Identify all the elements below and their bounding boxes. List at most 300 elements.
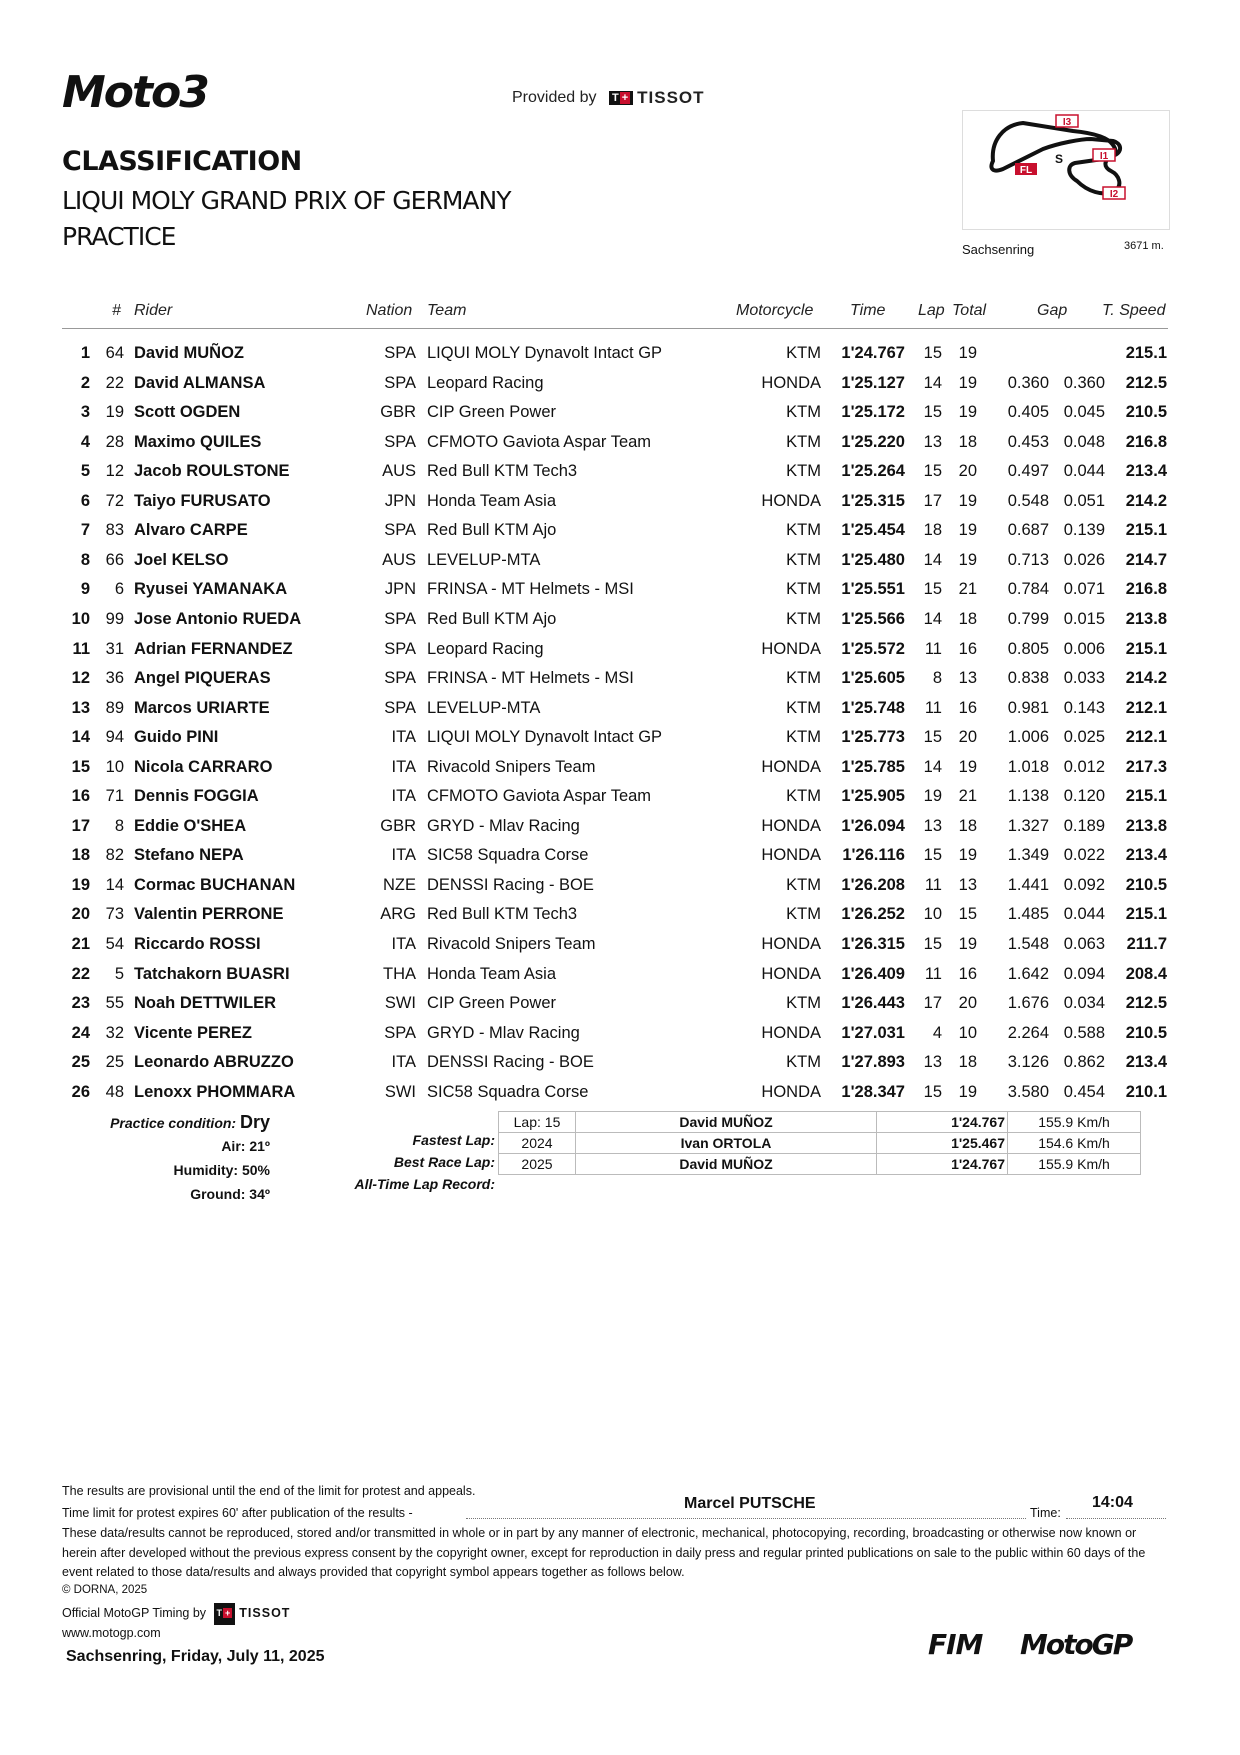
table-row [0,994,1240,1023]
top-speed: 213.8 [1125,609,1167,628]
lap-time: 1'25.773 [841,728,905,747]
bike-number: 64 [105,344,124,362]
table-row [0,492,1240,521]
motorcycle: HONDA [761,491,821,510]
nation: ITA [391,757,416,776]
gap-first: 1.548 [1007,935,1049,953]
total-laps: 18 [958,609,977,628]
position: 2 [80,373,90,392]
bike-number: 10 [105,757,124,776]
gap-previous: 0.006 [1063,639,1105,658]
track-length: 3671 m. [1124,240,1164,252]
bike-number: 6 [114,580,124,599]
best-lap: 15 [923,1082,942,1101]
provided-by-label: Provided by [512,89,597,107]
bike-number: 94 [105,728,124,747]
rider-name: Nicola CARRARO [134,757,273,776]
nation: ITA [391,846,416,865]
gap-previous: 0.025 [1063,728,1105,747]
nation: ITA [391,787,416,806]
gap-previous: 0.044 [1063,905,1105,924]
track-marker-i2: I2 [1109,189,1119,200]
motorcycle: KTM [786,1053,821,1072]
air-temp: Air: 21º [221,1138,270,1154]
gap-first: 0.805 [1007,639,1049,658]
record-speed: 154.6 Km/h [1008,1133,1141,1154]
best-lap: 8 [932,669,942,688]
lap-time: 1'25.566 [841,609,905,628]
gap-previous: 0.092 [1063,875,1105,894]
gap-first: 1.349 [1007,846,1049,865]
track-name: Sachsenring [962,242,1035,257]
lap-time: 1'26.116 [842,846,905,865]
nation: JPN [384,491,416,510]
lap-time: 1'25.172 [841,403,905,422]
gap-first: 1.018 [1007,757,1049,776]
top-speed: 214.2 [1125,669,1167,688]
bike-number: 5 [114,964,124,983]
top-speed: 216.8 [1125,432,1167,451]
position: 19 [71,875,90,894]
best-lap: 15 [923,728,942,747]
gap-first: 3.126 [1007,1053,1049,1072]
top-speed: 210.5 [1125,403,1167,422]
best-lap: 4 [932,1023,942,1042]
top-speed: 215.1 [1125,905,1167,924]
position: 25 [71,1053,90,1072]
top-speed: 213.4 [1125,462,1167,481]
official-timing-label: Official MotoGP Timing by [62,1606,207,1621]
motorcycle: HONDA [761,816,821,835]
rider-name: Marcos URIARTE [134,698,270,717]
humidity: Humidity: 50% [173,1162,270,1178]
position: 26 [71,1082,90,1101]
rider-name: Stefano NEPA [134,846,244,865]
bike-number: 82 [105,846,124,865]
position: 15 [71,757,90,776]
gap-previous: 0.189 [1063,816,1105,835]
record-row [499,1112,1141,1133]
table-row [0,344,1240,373]
total-laps: 21 [958,787,977,806]
lap-time: 1'27.893 [841,1053,905,1072]
team-name: CFMOTO Gaviota Aspar Team [427,432,652,451]
tissot-logo: TISSOT [637,88,705,107]
total-laps: 19 [958,373,977,392]
copyright: © DORNA, 2025 [62,1584,148,1596]
top-speed: 212.1 [1125,728,1167,747]
gap-first: 0.405 [1007,403,1049,422]
motorcycle: HONDA [761,373,821,392]
tissot-logo: TISSOT [239,1606,291,1621]
gap-previous: 0.026 [1063,550,1105,569]
position: 9 [80,580,90,599]
total-laps: 19 [958,846,977,865]
team-name: FRINSA - MT Helmets - MSI [427,669,634,688]
team-name: Rivacold Snipers Team [427,935,596,953]
track-marker-i3: I3 [1062,117,1072,128]
gap-previous: 0.360 [1063,373,1105,392]
gap-previous: 0.071 [1063,580,1105,599]
position: 24 [71,1023,90,1042]
nation: GBR [380,816,416,835]
table-row [0,1053,1240,1082]
best-lap: 15 [923,462,942,481]
gap-previous: 0.862 [1063,1053,1105,1072]
best-lap: 14 [923,609,942,628]
rider-name: Taiyo FURUSATO [134,491,271,510]
table-row [0,669,1240,698]
position: 1 [80,344,90,362]
team-name: DENSSI Racing - BOE [427,875,594,894]
table-row [0,1024,1240,1053]
lap-time: 1'25.905 [841,787,905,806]
total-laps: 19 [958,521,977,540]
lap-time: 1'27.031 [841,1023,905,1042]
best-lap: 13 [923,1053,942,1072]
motorcycle: HONDA [761,757,821,776]
provided-by [512,88,705,108]
col-team-header: Team [427,302,467,319]
motorcycle: HONDA [761,935,821,953]
motorcycle: HONDA [761,639,821,658]
position: 23 [71,994,90,1013]
col-lap-header: Lap [918,302,945,319]
rider-name: Ryusei YAMANAKA [134,580,288,599]
nation: SPA [384,1023,416,1042]
records-table [498,1111,1141,1175]
motorcycle: HONDA [761,1082,821,1101]
top-speed: 215.1 [1125,787,1167,806]
best-lap: 13 [923,432,942,451]
track-map [962,110,1170,230]
rider-name: Riccardo ROSSI [134,935,261,953]
total-laps: 19 [958,1082,977,1101]
position: 14 [71,728,90,747]
bike-number: 72 [105,491,124,510]
team-name: Red Bull KTM Ajo [427,521,557,540]
total-laps: 18 [958,432,977,451]
top-speed: 213.4 [1125,846,1167,865]
best-lap: 11 [924,964,942,983]
bike-number: 28 [105,432,124,451]
gap-first: 0.360 [1007,373,1049,392]
condition-value: Dry [239,1112,270,1132]
motorcycle: KTM [786,875,821,894]
total-laps: 18 [958,816,977,835]
publication-time: 14:04 [1092,1494,1133,1511]
lap-time: 1'25.454 [841,521,905,540]
top-speed: 217.3 [1125,757,1167,776]
gap-previous: 0.120 [1063,787,1105,806]
official-timing [62,1603,290,1625]
position: 8 [80,550,90,569]
position: 12 [71,669,90,688]
lap-time: 1'25.605 [841,669,905,688]
position: 20 [71,905,90,924]
nation: SPA [384,373,416,392]
best-lap: 11 [924,698,942,717]
total-laps: 16 [958,698,977,717]
bike-number: 32 [105,1023,124,1042]
bike-number: 83 [105,521,124,540]
signature-line [466,1518,1026,1519]
nation: ARG [380,905,416,924]
bike-number: 8 [114,816,124,835]
team-name: Honda Team Asia [427,491,557,510]
record-row [499,1154,1141,1175]
lap-time: 1'26.409 [841,964,905,983]
rider-name: David MUÑOZ [134,344,245,362]
rider-name: Vicente PEREZ [134,1023,252,1042]
total-laps: 19 [958,757,977,776]
team-name: LEVELUP-MTA [427,698,541,717]
rider-name: Maximo QUILES [134,432,262,451]
table-row [0,728,1240,757]
gap-first: 0.838 [1007,669,1049,688]
rider-name: Adrian FERNANDEZ [134,639,293,658]
position: 10 [71,609,90,628]
team-name: Red Bull KTM Tech3 [427,905,578,924]
top-speed: 212.1 [1125,698,1167,717]
nation: SPA [384,639,416,658]
rider-name: Cormac BUCHANAN [134,875,296,894]
lap-time: 1'25.480 [841,550,905,569]
motorcycle: KTM [786,905,821,924]
motorcycle: KTM [786,787,821,806]
team-name: GRYD - Mlav Racing [427,1023,580,1042]
motorcycle: KTM [786,580,821,599]
total-laps: 10 [958,1023,977,1042]
page-title: CLASSIFICATION [62,146,302,177]
top-speed: 212.5 [1125,373,1167,392]
time-label: Time: [1030,1506,1061,1520]
best-lap: 15 [923,935,942,953]
record-label-best-race: Best Race Lap: [393,1154,495,1170]
bike-number: 89 [105,698,124,717]
position: 21 [71,935,90,953]
col-rider-header: Rider [134,302,173,319]
position: 7 [80,521,90,540]
gap-first: 0.497 [1007,462,1049,481]
lap-time: 1'25.785 [841,757,905,776]
lap-time: 1'25.127 [841,373,905,392]
lap-time: 1'26.252 [841,905,905,924]
col-motorcycle-header: Motorcycle [736,302,814,319]
tissot-badge-icon: T + [609,91,633,105]
best-lap: 14 [923,373,942,392]
team-name: Leopard Racing [427,639,544,658]
table-row [0,374,1240,403]
team-name: SIC58 Squadra Corse [427,846,589,865]
gap-previous: 0.588 [1063,1023,1105,1042]
motorcycle: KTM [786,403,821,422]
lap-time: 1'26.094 [841,816,905,835]
bike-number: 36 [105,669,124,688]
gap-first: 1.642 [1007,964,1049,983]
total-laps: 19 [958,344,977,362]
gap-previous: 0.048 [1063,432,1105,451]
bike-number: 25 [105,1053,124,1072]
top-speed: 213.4 [1125,1053,1167,1072]
col-nation-header: Nation [366,302,413,319]
nation: JPN [384,580,416,599]
record-ref: 2025 [499,1154,576,1175]
team-name: SIC58 Squadra Corse [427,1082,589,1101]
nation: SPA [384,669,416,688]
gap-previous: 0.044 [1063,462,1105,481]
bike-number: 22 [105,373,124,392]
best-lap: 15 [923,344,942,362]
team-name: Rivacold Snipers Team [427,757,596,776]
table-row [0,610,1240,639]
motorcycle: KTM [786,432,821,451]
top-speed: 214.2 [1125,491,1167,510]
record-ref: Lap: 15 [499,1112,576,1133]
session-name: PRACTICE [62,222,176,251]
total-laps: 20 [958,994,977,1013]
place-date: Sachsenring, Friday, July 11, 2025 [66,1648,325,1665]
table-row [0,640,1240,669]
motorcycle: HONDA [761,1023,821,1042]
col-pos-header: # [112,302,121,319]
motogp-logo: MotoGP [1020,1628,1132,1661]
col-total-header: Total [952,302,987,319]
best-lap: 19 [923,787,942,806]
table-row [0,876,1240,905]
position: 11 [72,639,90,658]
bike-number: 66 [105,550,124,569]
team-name: CIP Green Power [427,403,557,422]
nation: SPA [384,609,416,628]
rider-name: Dennis FOGGIA [134,787,259,806]
best-lap: 15 [923,580,942,599]
total-laps: 16 [958,964,977,983]
rider-name: Alvaro CARPE [134,521,248,540]
position: 13 [71,698,90,717]
team-name: Leopard Racing [427,373,544,392]
tissot-badge-icon: T + [214,1603,236,1625]
practice-condition [10,1112,270,1133]
gap-first: 0.713 [1007,550,1049,569]
rider-name: David ALMANSA [134,373,266,392]
nation: ITA [391,728,416,747]
col-gap-header: Gap [1037,302,1068,319]
record-rider: David MUÑOZ [576,1154,877,1175]
bike-number: 71 [105,787,124,806]
gap-first: 1.441 [1007,875,1049,894]
gap-first: 1.485 [1007,905,1049,924]
motorcycle: KTM [786,728,821,747]
rider-name: Lenoxx PHOMMARA [134,1082,296,1101]
lap-time: 1'25.748 [841,698,905,717]
nation: THA [383,964,416,983]
table-row [0,551,1240,580]
top-speed: 210.5 [1125,875,1167,894]
table-row [0,699,1240,728]
team-name: FRINSA - MT Helmets - MSI [427,580,634,599]
nation: SPA [384,344,416,362]
gap-previous: 0.063 [1063,935,1105,953]
record-time: 1'24.767 [877,1154,1008,1175]
motorcycle: KTM [786,462,821,481]
record-rider: Ivan ORTOLA [576,1133,877,1154]
position: 3 [80,403,90,422]
table-row [0,758,1240,787]
rider-name: Scott OGDEN [134,403,241,422]
col-time-header: Time [850,302,886,319]
provisional-note: The results are provisional until the end of the limit for protest and appeals. [62,1484,476,1498]
record-time: 1'24.767 [877,1112,1008,1133]
top-speed: 208.4 [1125,964,1167,983]
team-name: CIP Green Power [427,994,557,1013]
total-laps: 15 [958,905,977,924]
table-row [0,787,1240,816]
position: 22 [71,964,90,983]
gap-previous: 0.454 [1063,1082,1105,1101]
record-label-fastest: Fastest Lap: [412,1132,495,1148]
table-row [0,433,1240,462]
record-speed: 155.9 Km/h [1008,1154,1141,1175]
gap-previous: 0.022 [1063,846,1105,865]
nation: AUS [382,462,416,481]
record-label-all-time: All-Time Lap Record: [354,1176,495,1192]
table-row [0,580,1240,609]
moto3-logo: Moto3 [62,67,208,118]
gap-first: 3.580 [1007,1082,1049,1101]
top-speed: 215.1 [1125,639,1167,658]
lap-time: 1'25.264 [841,462,905,481]
total-laps: 19 [958,403,977,422]
position: 6 [80,491,90,510]
nation: SWI [384,994,416,1013]
lap-time: 1'25.220 [841,432,905,451]
table-row [0,935,1240,964]
total-laps: 21 [958,580,977,599]
record-rider: David MUÑOZ [576,1112,877,1133]
gap-first: 1.676 [1007,994,1049,1013]
top-speed: 210.1 [1125,1082,1167,1101]
motorcycle: KTM [786,669,821,688]
motorcycle: HONDA [761,846,821,865]
rider-name: Guido PINI [134,728,219,747]
rider-name: Joel KELSO [134,550,229,569]
ground-temp: Ground: 34º [190,1186,270,1202]
best-lap: 13 [923,816,942,835]
best-lap: 18 [923,521,942,540]
total-laps: 20 [958,728,977,747]
team-name: LIQUI MOLY Dynavolt Intact GP [427,728,663,747]
top-speed: 215.1 [1125,344,1167,362]
bike-number: 73 [105,905,124,924]
website-link[interactable]: www.motogp.com [62,1626,161,1640]
lap-time: 1'28.347 [841,1082,905,1101]
rider-name: Jacob ROULSTONE [134,462,290,481]
motorcycle: KTM [786,521,821,540]
top-speed: 215.1 [1125,521,1167,540]
legal-text: These data/results cannot be reproduced, stored and/or transmitted in whole or in part by any manner of electronic, mechanical, photocopying, recording, broadcasting or otherwise now known or herein after developed without the previous express consent by the copyright owner, except for reproduction in daily press and regular printed publications on sale to the public within 60 days of the event related to those data/results and always provided that copyright symbol appears together as follows below. [62,1526,1146,1579]
table-row [0,403,1240,432]
nation: NZE [383,875,416,894]
total-laps: 13 [958,875,977,894]
record-ref: 2024 [499,1133,576,1154]
gap-first: 0.687 [1007,521,1049,540]
best-lap: 11 [924,875,942,894]
gap-first: 1.327 [1007,816,1049,835]
track-marker-s: S [1054,152,1064,166]
best-lap: 11 [924,639,942,658]
total-laps: 16 [958,639,977,658]
